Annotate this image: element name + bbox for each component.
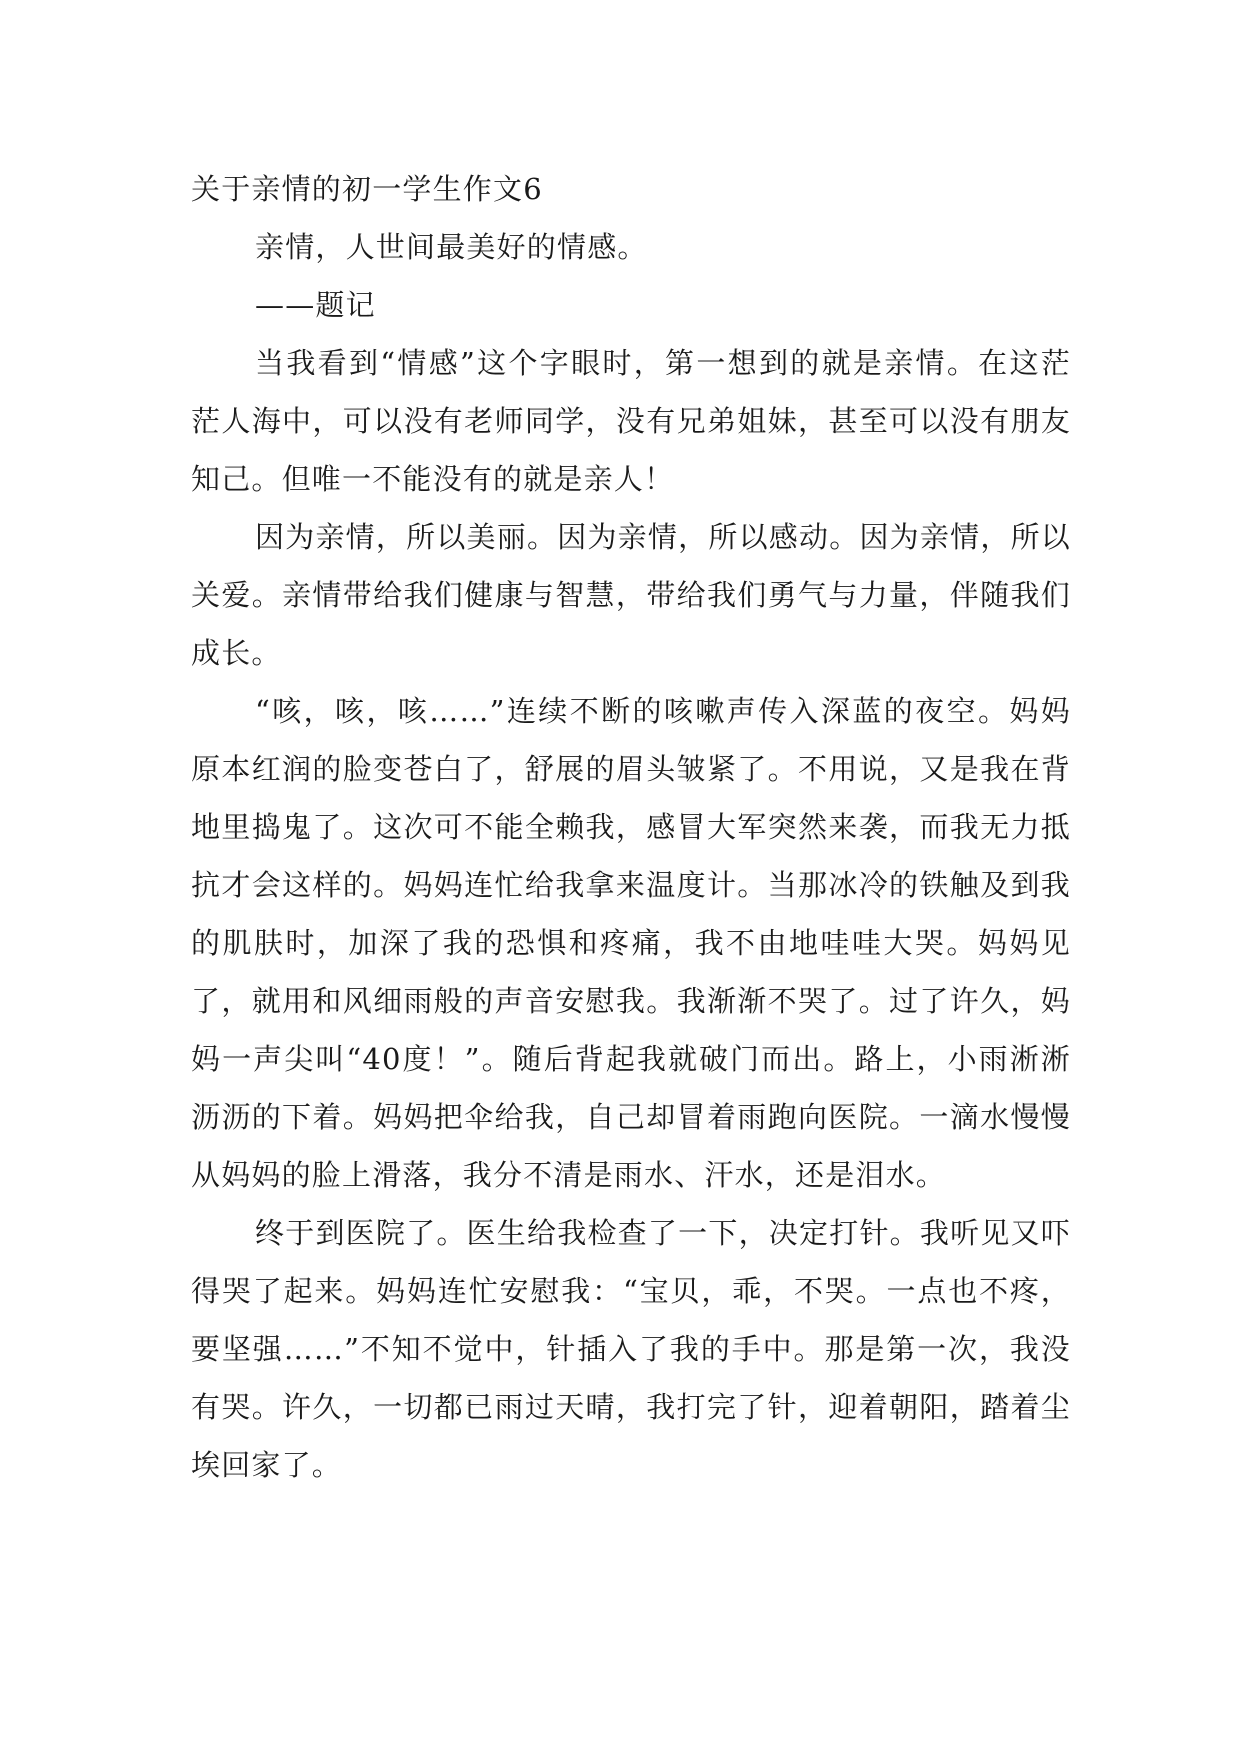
paragraph: 因为亲情，所以美丽。因为亲情，所以感动。因为亲情，所以关爱。亲情带给我们健康与智慧，带给我们勇气与力量，伴随我们成长。 bbox=[191, 520, 1071, 670]
essay-body bbox=[191, 160, 1071, 1494]
epigraph-attribution: ——题记 bbox=[255, 288, 376, 322]
paragraph: 当我看到“情感”这个字眼时，第一想到的就是亲情。在这茫茫人海中，可以没有老师同学，没有兄弟姐妹，甚至可以没有朋友知己。但唯一不能没有的就是亲人！ bbox=[191, 346, 1071, 496]
paragraph: “咳，咳，咳……”连续不断的咳嗽声传入深蓝的夜空。妈妈原本红润的脸变苍白了，舒展的眉头皱紧了。不用说，又是我在背地里捣鬼了。这次可不能全赖我，感冒大军突然来袭，而我无力抵抗才会这样的。妈妈连忙给我拿来温度计。当那冰冷的铁触及到我的肌肤时，加深了我的恐惧和疼痛，我不由地哇哇大哭。妈妈见了，就用和风细雨般的声音安慰我。我渐渐不哭了。过了许久，妈妈一声尖叫“40度！”。随后背起我就破门而出。路上，小雨淅淅沥沥的下着。妈妈把伞给我，自己却冒着雨跑向医院。一滴水慢慢从妈妈的脸上滑落，我分不清是雨水、汗水，还是泪水。 bbox=[191, 694, 1071, 1192]
essay-title: 关于亲情的初一学生作文6 bbox=[191, 172, 543, 206]
paragraph: 终于到医院了。医生给我检查了一下，决定打针。我听见又吓得哭了起来。妈妈连忙安慰我：“宝贝，乖，不哭。一点也不疼，要坚强……”不知不觉中，针插入了我的手中。那是第一次，我没有哭。许久，一切都已雨过天晴，我打完了针，迎着朝阳，踏着尘埃回家了。 bbox=[191, 1216, 1071, 1482]
epigraph: 亲情，人世间最美好的情感。 bbox=[255, 230, 648, 264]
